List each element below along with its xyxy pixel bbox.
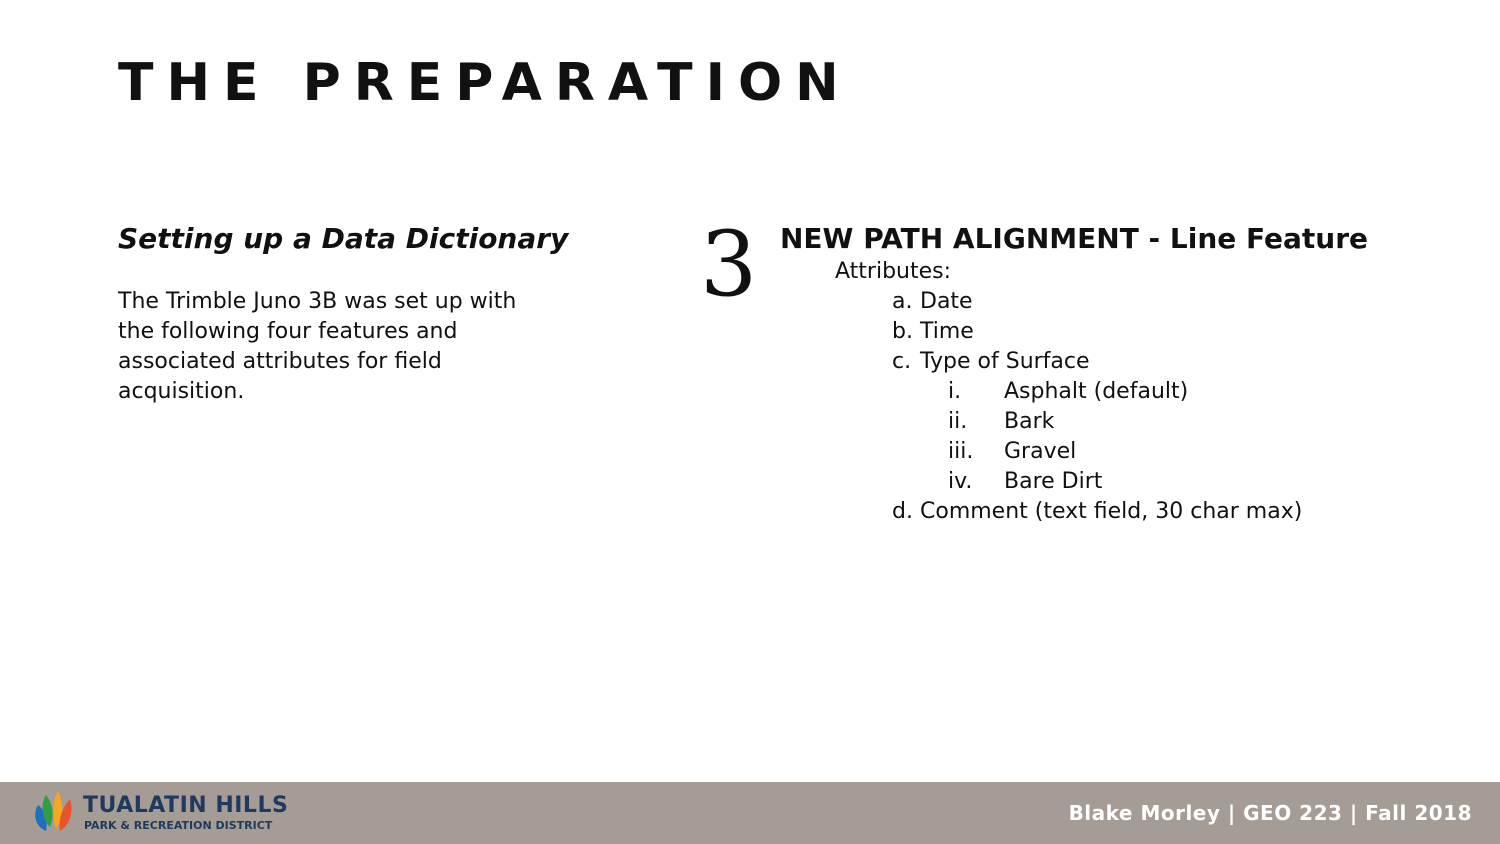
- sub-list-item: Asphalt (default): [1004, 379, 1189, 404]
- sub-list-item: Bark: [1004, 409, 1055, 434]
- feature-title: NEW PATH ALIGNMENT - Line Feature: [780, 222, 1369, 255]
- logo-tagline: PARK & RECREATION DISTRICT: [84, 819, 273, 832]
- list-item: Comment (text field, 30 char max): [920, 499, 1303, 524]
- section-subtitle: Setting up a Data Dictionary: [118, 222, 569, 255]
- sub-list-item-marker: i.: [948, 379, 962, 404]
- sub-list-item-marker: iv.: [948, 469, 973, 494]
- list-item-marker: c.: [892, 349, 912, 374]
- sub-list-item-marker: iii.: [948, 439, 974, 464]
- list-item-marker: d.: [892, 499, 913, 524]
- district-logo: [32, 787, 332, 839]
- footer-bar: [0, 782, 1500, 844]
- attributes-label: Attributes:: [835, 259, 952, 284]
- list-item-marker: b.: [892, 319, 913, 344]
- sub-list-item: Bare Dirt: [1004, 469, 1103, 494]
- feature-number: 3: [700, 212, 758, 317]
- sub-list-item: Gravel: [1004, 439, 1077, 464]
- author-credits: Blake Morley | GEO 223 | Fall 2018: [1068, 801, 1472, 825]
- leaf-logo-icon: [32, 787, 76, 837]
- list-item: Date: [920, 289, 973, 314]
- list-item-marker: a.: [892, 289, 913, 314]
- description-text: The Trimble Juno 3B was set up with the following four features and associated attributes for field acquisition.: [118, 289, 517, 404]
- slide-title: THE PREPARATION: [118, 53, 852, 113]
- list-item: Type of Surface: [920, 349, 1090, 374]
- list-item: Time: [920, 319, 974, 344]
- logo-wordmark: TUALATIN HILLS: [83, 793, 289, 818]
- sub-list-item-marker: ii.: [948, 409, 968, 434]
